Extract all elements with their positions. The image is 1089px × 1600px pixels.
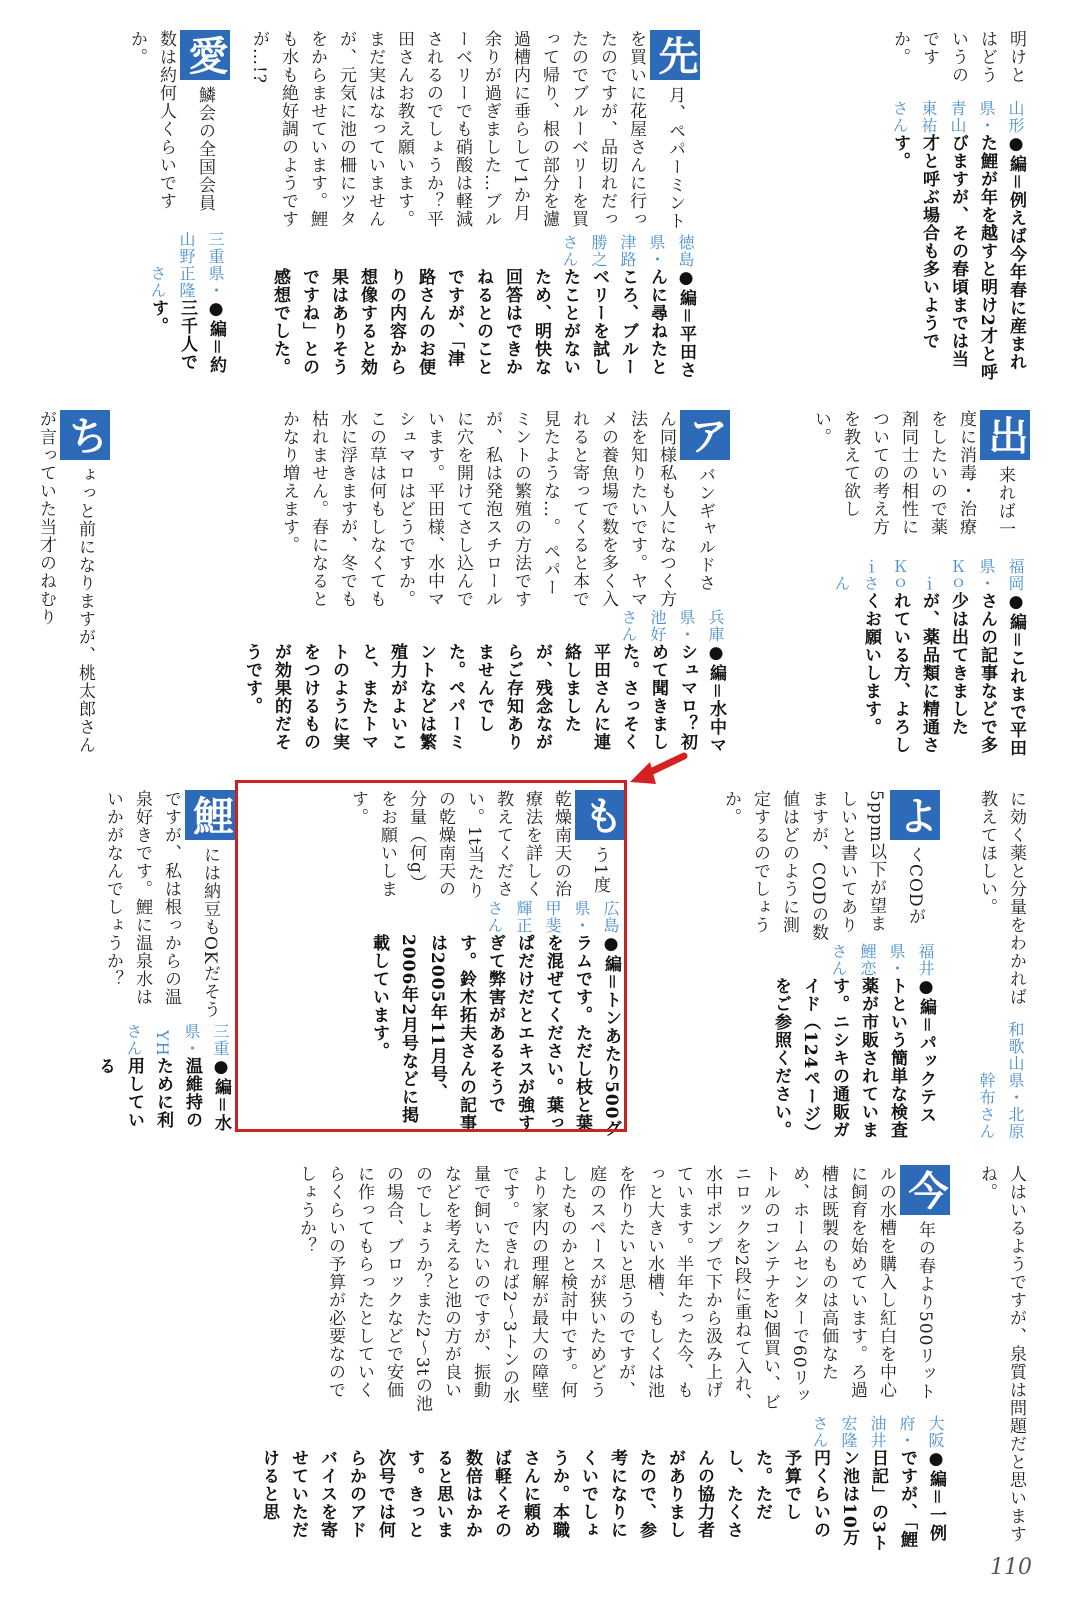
question-body: 月、ペパーミントを買いに花屋さんに行ったのですが、品切れだったのでブルーベリーを買って帰り、根の部分を濾過槽内に垂らして1か月余りが過ぎました…ブルーベリーでも硝酸は軽減されるのでしょうか？平田さんお教え願います。まだ実はなっていませんが、元気に池の柵にツタをからませています。鯉も水も絶好調のようですが…!? [249, 30, 685, 230]
drop-initial: 出 [980, 410, 1030, 460]
drop-initial: 今 [900, 1165, 950, 1215]
question-body: ょっと前になりますが、桃太郎さんが言っていた当才のねむり [36, 410, 95, 754]
reader-signature: 兵庫県・池好さん [619, 609, 725, 644]
drop-initial: 先 [650, 30, 700, 80]
question-body: う1度乾燥南天の治療法を詳しく教えてください。1t当たりの乾燥南天の分量（何g）をお願いします。 [348, 790, 610, 900]
reader-signature: 福岡県・Ｋｏｉ Ｋｏｉさん [832, 557, 1025, 592]
question-text [30, 1165, 950, 1415]
question-text [110, 410, 730, 609]
editor-answer: ●編＝トンあたり500グラムです。ただし枝と葉を混ぜてください。葉っぱだけだとエキスが強すぎて弊害があるそうです。鈴木拓夫さんの記事は2005年11月号、2006年2月号などに掲載しています。 [369, 934, 621, 1138]
editor-answer: ●編＝平田さんに尋ねたところ、ブルーベリーを試したことがないため、明快な回答はできかねるとのことですが、「津路さんのお便りの内容から想像すると効果はありそうですね」との感想でした。 [270, 268, 696, 380]
editor-answer: ●編＝例えば今年春に産まれた鯉が年を越すと明け2才と呼びますが、その春頃までは当才と呼ぶ場合も多いようです。 [890, 134, 1026, 382]
qa-entry [700, 30, 1030, 385]
tier-1 [30, 30, 1030, 385]
drop-initial: 愛 [180, 30, 230, 80]
reader-signature: 三重県・山野正隆さん [148, 230, 225, 299]
drop-initial: も [575, 790, 625, 840]
qa-entry [230, 30, 700, 385]
drop-initial: ア [680, 410, 730, 460]
editor-answer: ●編＝これまで平田さんの記事などで多少は出てきましたが、薬品類に精通されている方、よろしくお願いします。 [861, 591, 1026, 757]
reader-signature: 大阪府・油井宏隆さん [810, 1414, 945, 1449]
qa-entry [110, 410, 730, 765]
reader-signature: 山形県・青山東祐さん [890, 100, 1025, 135]
reader-signature: 三重県・YHさん [124, 1022, 230, 1057]
qa-entry [30, 1165, 950, 1555]
question-body: バンギャルドさん同様私も人になつく方法を知りたいです。ヤマメの養魚場で数を多く入れると寄ってくると本で見たような…。 ペパーミントの繁殖の方法ですが、私は発泡スチロールに穴を開けてさし込んでいます。平田様、水中マシュマロはどうですか。この草は何もしなくても水に浮きますが、冬でも枯れません。春になるとかなり増えます。 [279, 410, 715, 608]
question-text [30, 790, 235, 1022]
editor-answer: ●編＝一例ですが、「鯉日記」の3トン池は10万円くらいの予算でした。ただし、たくさんの協力者がありましたので、参考になりにくいでしょうか。本職さんに頼めば軽くその数倍はかかると思います。きっと次号では何らかのアドバイスを寄せていただけると思 [259, 1448, 946, 1552]
qa-entry [730, 410, 1030, 765]
question-body: には納豆もOKだそうですが、私は根っからの温泉好きです。鯉に温泉水はいかがなんでしょうか？ [103, 790, 220, 1019]
question-text: 人はいるようですが、泉質は問題だと思いますね。 [977, 1165, 1026, 1543]
drop-initial: よ [890, 790, 940, 840]
red-arrow-icon [628, 750, 688, 790]
question-body: 鱗会の全国会員数は約何人くらいですか。 [127, 30, 215, 212]
red-highlight-box [235, 780, 627, 1132]
editor-answer: ●編＝水中マシュマロ？初めて聞きました。さっそく平田さんに連絡しましたが、残念ながらご存知ありませんでした。ペパーミントなどは繁殖力がよいこと、またトマトのように実をつけるものが効果的だそうです。 [242, 643, 726, 755]
question-text [730, 410, 1030, 553]
drop-initial: ち [60, 410, 110, 460]
qa-entry [30, 30, 230, 385]
question-body: 来れば一度に消毒・治療をしたいので薬剤同士の相性についての考え方を教えて欲しい。 [811, 410, 1015, 538]
qa-entry [30, 790, 235, 1140]
page-number: 110 [990, 1555, 1032, 1580]
question-text: 明けとはどういうのですか。 [890, 30, 1026, 84]
reader-signature: 和歌山県・北原幹布さん [977, 1021, 1025, 1140]
qa-entry [965, 1165, 1030, 1555]
qa-entry [940, 790, 1030, 1140]
qa-entry [635, 790, 940, 1140]
question-text [230, 30, 700, 234]
question-text [30, 410, 110, 765]
question-body: 年の春より500リットルの水槽を購入し紅白を中心に飼育を始めています。ろ過槽は既製のものは高価なため、ホームセンターで60リットルのコンテナを2個買い、ビニロックを2段に重ねて入れ、水中ポンプで下から汲み上げています。半年たった今、もっと大きい水槽、もしくは池を作りたいと思うのですが、庭のスペースが狭いためどうしたものかと検討中です。何より家内の理解が最大の障壁です。できれば2〜3トンの水量で飼いたいのですが、振動などを考えると池の方が良いのでしょうか？また2〜3tの池の場合、ブロックなどで安価に作ってもらったとしていくらくらいの予算が必要なのでしょうか？ [296, 1165, 935, 1413]
question-body: くCODが5ppm以下が望ましいと書いてありますが、CODの数値はどのように測定するのでしょうか。 [721, 790, 925, 942]
qa-entry [30, 410, 110, 765]
tier-2 [30, 410, 1030, 765]
question-text [635, 790, 940, 943]
tier-4 [30, 1165, 1030, 1555]
question-text: に効く薬と分量をわかれば教えてほしい。 [977, 790, 1026, 1006]
reader-signature: 福井県・鯉恋さん [829, 942, 935, 977]
editor-answer: ●編＝パックテストという簡単な検査薬が市販されています。ニシキの通販ガイド（124ページ）をご参照ください。 [771, 976, 936, 1139]
editor-answer: ●編＝約三千人です。 [148, 298, 226, 374]
drop-initial: 鯉 [185, 790, 235, 840]
question-text [30, 30, 230, 218]
reader-signature: 広島県・甲斐輝正さん [485, 900, 620, 935]
editor-answer: ●編＝水温維持のために利用している [95, 1056, 231, 1132]
reader-signature: 徳島県・津路勝之さん [560, 234, 695, 269]
